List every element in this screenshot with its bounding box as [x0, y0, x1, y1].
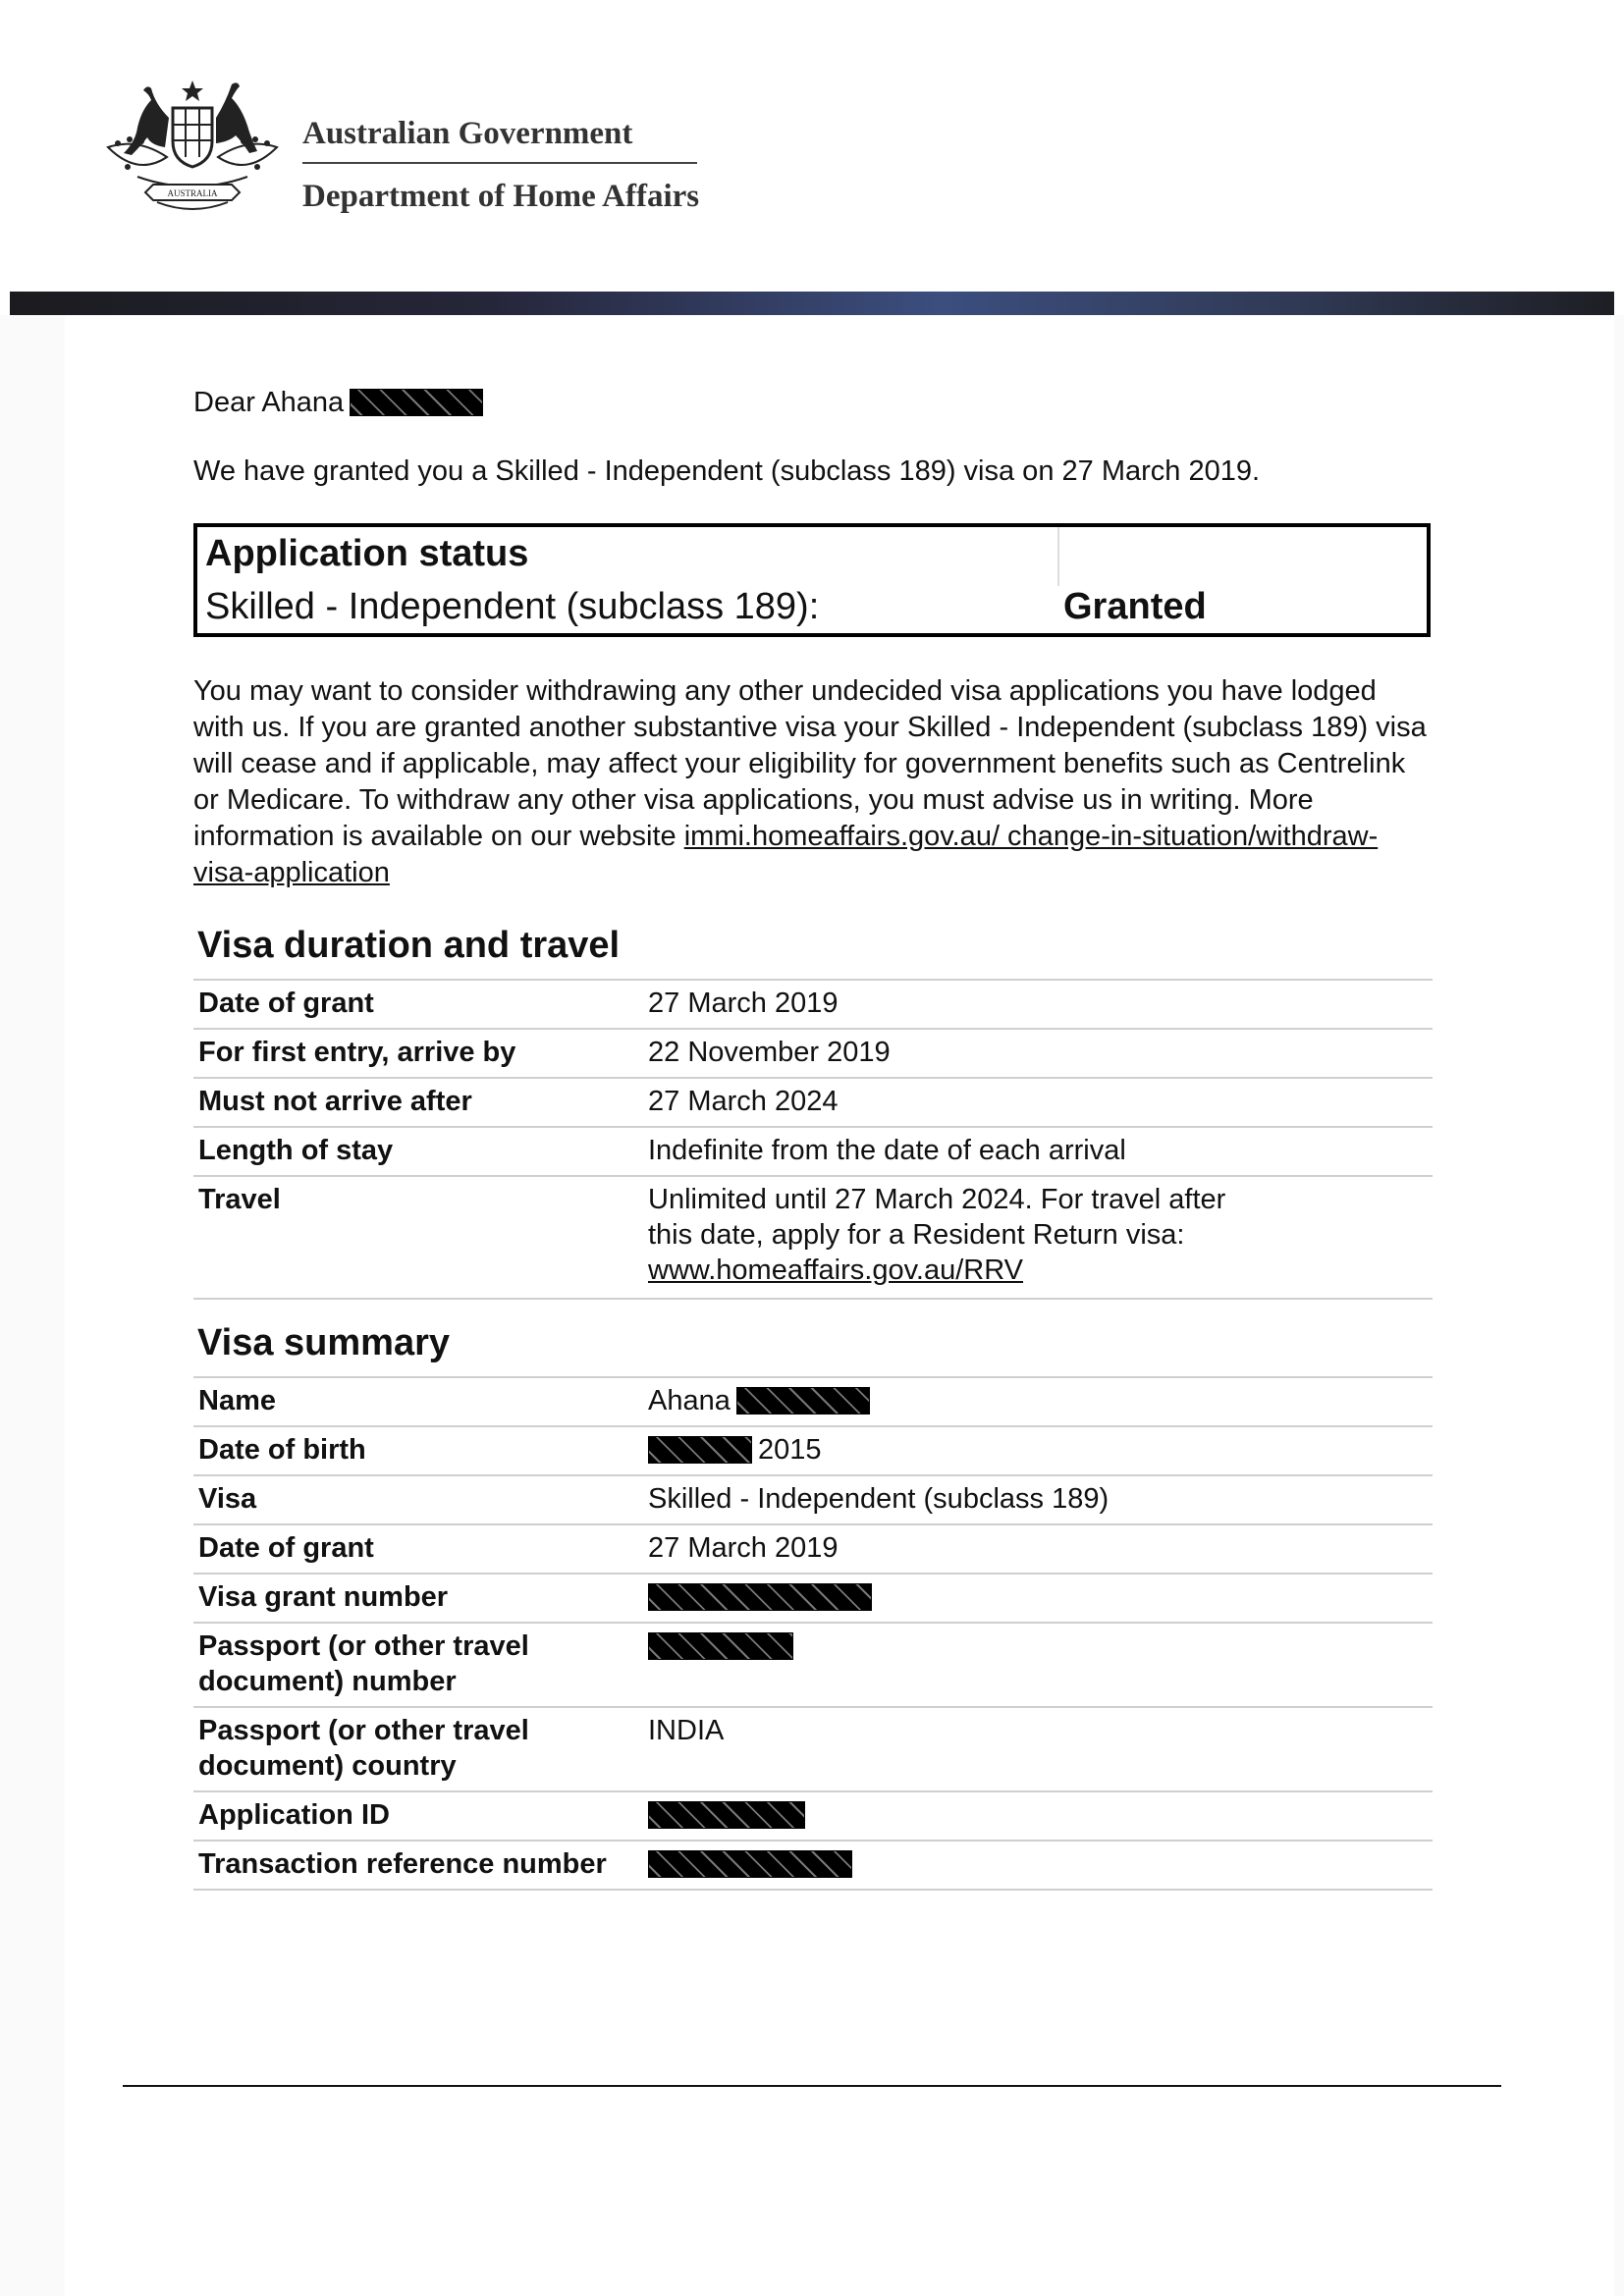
redacted-birth-day-month — [648, 1436, 752, 1464]
advice-text: You may want to consider withdrawing any other undecided visa applications you have lodged with us. If you are granted another substantive visa your Skilled - Independent (subclass 189) visa will cease and if applicable, may affect your eligibility for government benefits such as Centrelink or Medicare. To withdraw any other visa applications, you must advise us in writing. More information is available on our website — [193, 675, 1427, 852]
table-row — [193, 1030, 1433, 1079]
row-value: Skilled - Independent (subclass 189) — [648, 1483, 1110, 1515]
redacted-transaction-reference — [648, 1850, 852, 1878]
redacted-grant-number — [648, 1583, 872, 1611]
page-margin-left — [0, 315, 65, 2296]
table-row — [193, 1708, 1433, 1792]
footer-rule — [123, 2085, 1501, 2087]
duration-table — [193, 979, 1433, 1300]
row-value — [648, 1797, 1433, 1833]
salutation-text: Dear Ahana — [193, 387, 345, 418]
page-margin-right — [1614, 315, 1624, 2296]
summary-table — [193, 1376, 1433, 1891]
row-label: Travel — [198, 1184, 281, 1215]
table-row — [193, 1525, 1433, 1575]
table-row — [193, 1792, 1433, 1842]
withdraw-info-link[interactable]: immi.homeaffairs.gov.au/ change-in-situation/withdraw-visa-application — [193, 821, 1379, 888]
row-value: INDIA — [648, 1715, 725, 1746]
crest-scroll-text: AUSTRALIA — [167, 188, 218, 198]
row-value — [648, 1182, 1433, 1288]
table-row — [193, 1378, 1433, 1427]
row-label: Date of grant — [198, 988, 374, 1019]
row-label: Passport (or other travel document) number — [198, 1630, 529, 1697]
name-value: Ahana — [648, 1385, 731, 1416]
table-row — [193, 981, 1433, 1030]
row-label: Visa grant number — [198, 1581, 449, 1613]
row-label: Must not arrive after — [198, 1086, 472, 1117]
withdrawal-advice — [193, 673, 1433, 891]
row-label: Name — [198, 1385, 276, 1416]
birth-year: 2015 — [758, 1434, 822, 1466]
government-title: Australian Government — [302, 116, 697, 164]
row-value: Indefinite from the date of each arrival — [648, 1135, 1126, 1166]
resident-return-link[interactable]: www.homeaffairs.gov.au/RRV — [648, 1255, 1024, 1286]
row-value — [648, 1629, 1433, 1699]
row-label: Passport (or other travel document) country — [198, 1715, 529, 1782]
salutation — [193, 385, 483, 421]
travel-text: Unlimited until 27 March 2024. For travel after this date, apply for a Resident Return visa: — [648, 1184, 1226, 1251]
table-row — [193, 1427, 1433, 1476]
row-value: 27 March 2019 — [648, 988, 839, 1019]
table-row — [193, 1575, 1433, 1624]
status-title: Application status — [205, 533, 529, 574]
coat-of-arms-icon — [98, 79, 287, 218]
row-label: Transaction reference number — [198, 1848, 607, 1880]
row-value: 27 March 2019 — [648, 1532, 839, 1564]
redacted-application-id — [648, 1801, 805, 1829]
status-value: Granted — [1063, 586, 1207, 627]
letterhead — [0, 0, 1624, 314]
summary-section-title: Visa summary — [197, 1322, 451, 1363]
grant-statement: We have granted you a Skilled - Independent (subclass 189) visa on 27 March 2019. — [193, 455, 1261, 487]
status-divider — [1057, 527, 1059, 586]
row-label: For first entry, arrive by — [198, 1037, 516, 1068]
row-label: Length of stay — [198, 1135, 394, 1166]
department-title: Department of Home Affairs — [302, 179, 700, 214]
redacted-passport-number — [648, 1632, 793, 1660]
row-value — [648, 1579, 1433, 1615]
header-band — [10, 292, 1614, 315]
duration-section-title: Visa duration and travel — [197, 925, 621, 966]
table-row — [193, 1476, 1433, 1525]
redacted-surname — [350, 389, 483, 416]
table-row — [193, 1128, 1433, 1177]
application-status-box — [193, 523, 1431, 637]
row-value — [648, 1383, 1433, 1418]
row-value — [648, 1846, 1433, 1882]
status-visa-label: Skilled - Independent (subclass 189): — [205, 586, 820, 627]
row-label: Date of birth — [198, 1434, 366, 1466]
redacted-surname — [736, 1387, 870, 1415]
row-value: 27 March 2024 — [648, 1086, 839, 1117]
table-row — [193, 1079, 1433, 1128]
row-value: 22 November 2019 — [648, 1037, 891, 1068]
table-row — [193, 1624, 1433, 1708]
table-row — [193, 1177, 1433, 1300]
row-label: Visa — [198, 1483, 257, 1515]
row-label: Application ID — [198, 1799, 390, 1831]
table-row — [193, 1842, 1433, 1891]
row-label: Date of grant — [198, 1532, 374, 1564]
row-value — [648, 1432, 1433, 1468]
